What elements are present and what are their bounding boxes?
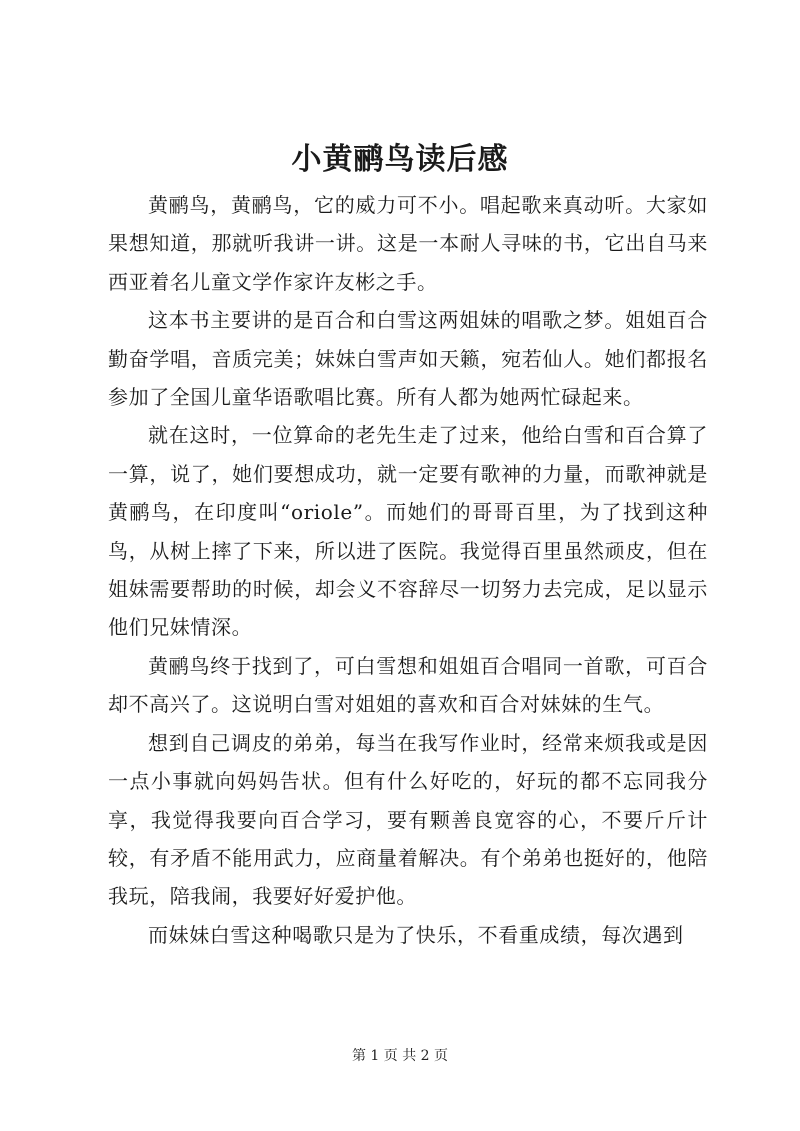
paragraph: 黄鹂鸟，黄鹂鸟，它的威力可不小。唱起歌来真动听。大家如果想知道，那就听我讲一讲。这是一本耐人寻味的书，它出自马来西亚着名儿童文学作家许友彬之手。 <box>108 193 708 294</box>
document-body <box>108 186 708 954</box>
document-title: 小黄鹂鸟读后感 <box>291 142 509 177</box>
paragraph: 黄鹂鸟终于找到了，可白雪想和姐姐百合唱同一首歌，可百合却不高兴了。这说明白雪对姐姐的喜欢和百合对妹妹的生气。 <box>108 653 708 717</box>
paragraph: 就在这时，一位算命的老先生走了过来，他给白雪和百合算了一算，说了，她们要想成功，就一定要有歌神的力量，而歌神就是黄鹂鸟，在印度叫“oriole”。而她们的哥哥百里，为了找到这种鸟，从树上摔了下来，所以进了医院。我觉得百里虽然顽皮，但在姐妹需要帮助的时候，却会义不容辞尽一切努力去完成，足以显示他们兄妹情深。 <box>108 423 708 640</box>
paragraph: 而妹妹白雪这种喝歌只是为了快乐，不看重成绩，每次遇到 <box>148 922 684 947</box>
page-footer <box>0 1046 800 1066</box>
page-number-label: 第 1 页 共 2 页 <box>351 1048 449 1064</box>
paragraph: 这本书主要讲的是百合和白雪这两姐妹的唱歌之梦。姐姐百合勤奋学唱，音质完美；妹妹白雪声如天籁，宛若仙人。她们都报名参加了全国儿童华语歌唱比赛。所有人都为她两忙碌起来。 <box>108 308 708 410</box>
paragraph: 想到自己调皮的弟弟，每当在我写作业时，经常来烦我或是因一点小事就向妈妈告状。但有什么好吃的，好玩的都不忘同我分享，我觉得我要向百合学习，要有颗善良宽容的心，不要斤斤计较，有矛盾不能用武力，应商量着解决。有个弟弟也挺好的，他陪我玩，陪我闹，我要好好爱护他。 <box>108 730 708 909</box>
